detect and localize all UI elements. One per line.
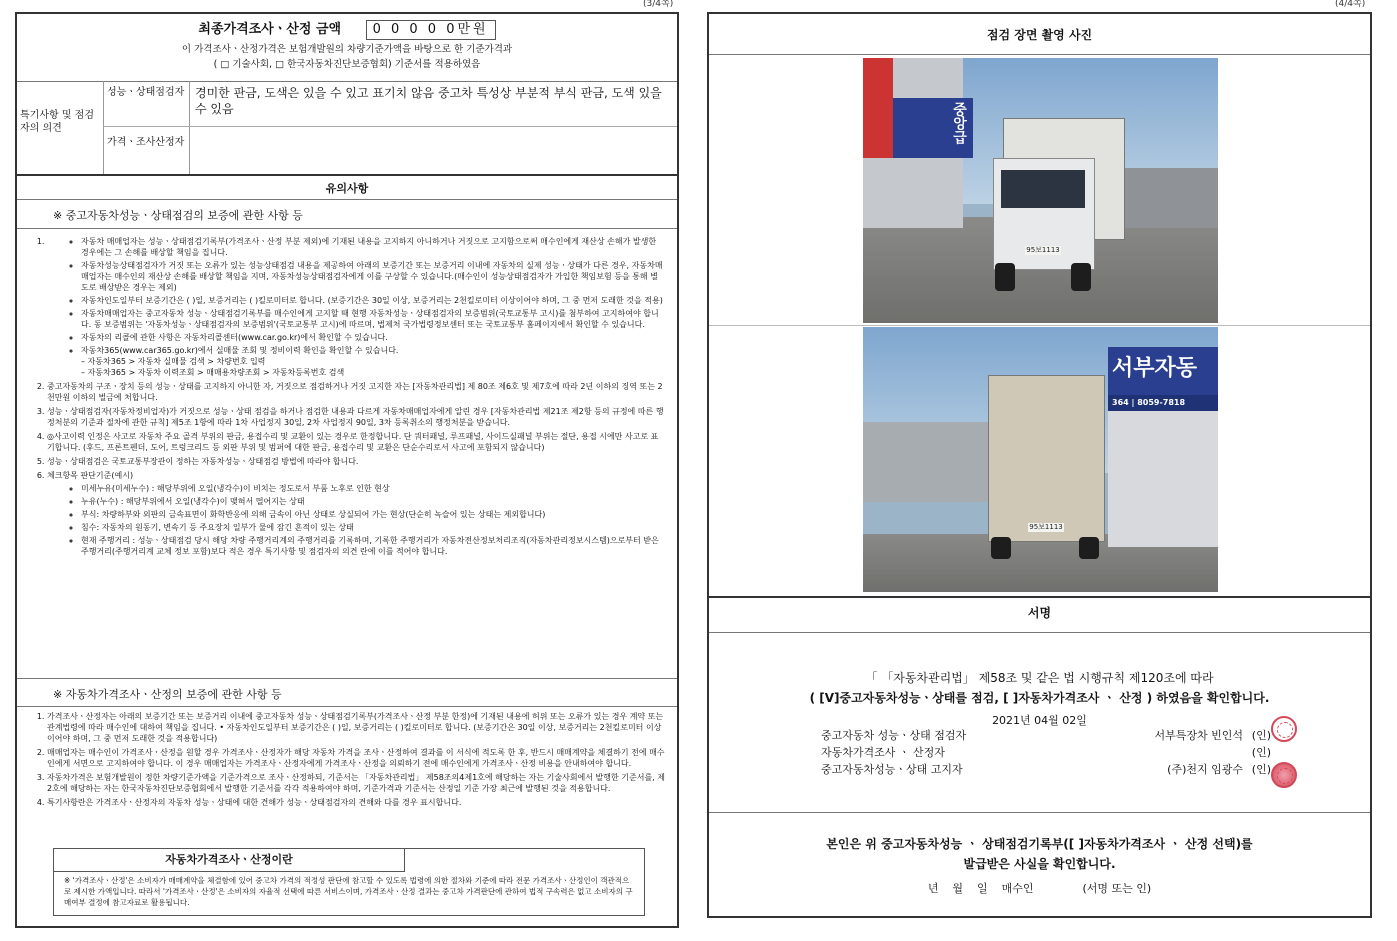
signer-stamp: (인) (1251, 729, 1271, 742)
notifier-seal (1271, 762, 1297, 788)
final-price-note-1: 이 가격조사ㆍ산정가격은 보험개발원의 차량기준가액을 바탕으로 한 기준가격과 (181, 44, 513, 55)
section1-item-4: 4. ◎사고이력 인정은 사고로 자동차 주요 골격 부위의 판금, 용접수리 및 교환이 있는 경우로 한정합니다. 단 쿼터패널, 루프패널, 사이드실패널 부위는 절단, 용접 시에만 사고로 표기합니다. (후드, 프론트펜더, 도어, 트렁크리드 등 외판 부위 및 범퍼에 대한 판금, 용접수리 및 교환은 단순수리로서 사고에 포함되지 않습니다) (47, 431, 665, 453)
photo2-plate: 95보1113 (1029, 523, 1063, 531)
receipt-statement (709, 834, 1370, 874)
signer-name: 서부특장차 빈인석 (1154, 729, 1243, 742)
confirmation-line-1: 「 「자동차관리법」 제58조 및 같은 법 시행규칙 제120조에 따라 (865, 671, 1214, 685)
section1-bullet: ◦ 자동차의 리콜에 관한 사항은 자동차리콜센터(www.car.go.kr)에서 확인할 수 있습니다. (81, 332, 665, 343)
section1-item-6 (47, 470, 665, 557)
buyer-signature-line: 년 월 일 매수인 (서명 또는 인) (927, 882, 1152, 895)
section2-item: 1. 가격조사ㆍ산정자는 아래의 보증기간 또는 보증거리 이내에 중고자동차 성능ㆍ상태점검기록부(가격조사ㆍ산정 부분 한정)에 기재된 내용에 허위 또는 오류가 있는 경우 계약 또는 관계법령에 따라 매수인에 대하여 책임을 집니다. • 자동차인도일부터 보증기간은 ( )일, 보증거리는 ( )킬로미터로 합니다. (보증기간은 30일 이상, 보증거리는 2천킬로미터 이상이어야 하며, 그 중 먼저 도래한 것을 적용합니다) (47, 711, 665, 744)
section1-item-3: 3. 성능ㆍ상태점검자(자동차정비업자)가 거짓으로 성능ㆍ상태 점검을 하거나 점검한 내용과 다르게 자동차매매업자에게 알린 경우 [자동차관리법 제21조 제2항 등의 규정에 따른 행정처분의 기준과 절차에 관한 규칙] 제5조 1항에 따라 1차 사업정지 30일, 2차 사업정지 90일, 3차 등록취소의 행정처분을 받습니다. (47, 406, 665, 428)
appraiser-opinion-label: 가격ㆍ조사산정자 (107, 137, 185, 148)
notice-title: 유의사항 (325, 182, 369, 195)
photo2-shop-phone: 364 | 8059-7818 (1108, 395, 1218, 411)
signer-list (821, 727, 1271, 778)
check-criteria-bullet: ◦ 현재 주행거리 : 성능ㆍ상태점검 당시 해당 차량 주행거리계의 주행거리를 기록하며, 기록한 주행거리가 자동차전산정보처리조직(자동차관리정보시스템)으로부터 받은 주행거리(주행거리계 교체 정보 포함)보다 적은 경우 특기사항 및 점검자의 의견 란에 이를 적어야 합니다. (81, 535, 665, 557)
signer-role: 자동차가격조사 ㆍ 산정자 (821, 746, 945, 759)
section1-item-2: 2. 중고자동차의 구조ㆍ장치 등의 성능ㆍ상태를 고지하지 아니한 자, 거짓으로 점검하거나 거짓 고지한 자는 [자동차관리법] 제 80조 제6호 및 제7호에 따라 2년 이하의 징역 또는 2천만원 이하의 벌금에 처합니다. (47, 381, 665, 403)
check-criteria-bullet: ◦ 미세누유(미세누수) : 해당부위에 오일(냉각수)이 비치는 정도로서 부품 노후로 인한 현상 (81, 483, 665, 494)
signer-stamp: (인) (1251, 746, 1271, 759)
special-notes-label: 특기사항 및 점검자의 의견 (20, 110, 94, 134)
section1-bullet: ◦ 1. 자동차 매매업자는 성능ㆍ상태점검기록부(가격조사ㆍ산정 부분 제외)에 기재된 내용을 고지하지 아니하거나 거짓으로 고지함으로써 매수인에게 재산상 손해가 발생한 경우에는 그 손해를 배상할 책임을 집니다. (81, 236, 665, 258)
section1-bullet: ◦ 자동차매매업자는 중고자동차 성능ㆍ상태점검기록부를 매수인에게 고지할 때 현행 자동차성능ㆍ상태점검자의 보증범위(국토교통부 고시)를 첨부하여 고지하여야 합니다. 동 보증범위는 '자동차성능ㆍ상태점검자의 보증범위'(국토교통부 고시)에 따르며, 법제처 국가법령정보센터 또는 국토교통부 홈페이지에서 확인할 수 있습니다. (81, 308, 665, 330)
signer-row (821, 761, 1271, 778)
check-criteria-bullet: ◦ 부식: 차량하부와 외판의 금속표면이 화학반응에 의해 금속이 아닌 상태로 상실되어 가는 현상(단순히 녹슬어 있는 상태는 제외합니다) (81, 509, 665, 520)
section1-list (25, 236, 665, 557)
special-notes-table (17, 81, 677, 174)
signer-row (821, 744, 1271, 761)
definition-box-text: ※ '가격조사ㆍ산정'은 소비자가 매매계약을 체결함에 있어 중고차 가격의 적정성 판단에 참고할 수 있도록 법령에 의한 절차와 기준에 따라 전문 가격조사ㆍ산정인이 객관적으로 제시한 가액입니다. 따라서 '가격조사ㆍ산정'은 소비자의 자율적 선택에 따른 서비스이며, 가격조사ㆍ산정 결과는 중고차 가격판단에 관하여 법적 구속력은 없고 소비자의 구매여부 결정에 참고자료로 활용됩니다. (64, 876, 633, 907)
inspector-seal (1271, 716, 1297, 742)
final-price-amount: 0 0 0 0 0만원 (366, 20, 496, 40)
section1-bullet: ◦ 자동차성능상태점검자가 거짓 또는 오류가 있는 성능상태점검 내용을 제공하여 아래의 보증기간 또는 보증거리 이내에 자동차의 실제 성능ㆍ상태가 다른 경우, 자동차매매업자는 매수인의 재산상 손해를 배상할 책임을 지며, 자동차성능상태점검자에게 이를 구상할 수 있습니다.(매수인이 성능상태점검자가 가입한 책임보험 등을 통해 별도로 배상받은 경우는 제외) (81, 260, 665, 293)
section1-bullet: ◦ 자동차인도일부터 보증기간은 ( )일, 보증거리는 ( )킬로미터로 합니다. (보증기간은 30일 이상, 보증거리는 2천킬로미터 이상이어야 하며, 그 중 먼저 도래한 것을 적용) (81, 295, 665, 306)
section1-item-1 (47, 236, 665, 378)
signer-row (821, 727, 1271, 744)
final-price-section (17, 20, 677, 80)
inspector-opinion-value: 경미한 판금, 도색은 있을 수 있고 표기치 않음 중고차 특성상 부분적 부식 판금, 도색 있을 수 있음 (195, 86, 662, 116)
section1-item6-bullets (47, 483, 665, 557)
inspection-record-page-4 (707, 12, 1372, 918)
receipt-line-1: 본인은 위 중고자동차성능 ㆍ 상태점검기록부([ ]자동차가격조사 ㆍ 산정 선택)를 (826, 837, 1253, 851)
final-price-note-2: ( □ 기술사회, □ 한국자동차진단보증협회) 기준서를 적용하였음 (213, 59, 481, 70)
section1-item1-bullets (47, 236, 665, 378)
signer-stamp: (인) (1251, 763, 1271, 776)
signature-section-title: 서명 (1027, 606, 1052, 620)
section2-item: 2. 매매업자는 매수인이 가격조사ㆍ산정을 원할 경우 가격조사ㆍ산정자가 해당 자동차 가격을 조사ㆍ산정하여 결과를 이 서식에 적도록 한 후, 반드시 매매계약을 체결하기 전에 매수인에게 서면으로 고지하여야 합니다. 이 경우 매매업자는 가격조사ㆍ산정자에게 가격조사ㆍ산정을 의뢰하기 전에 매수인에게 가격조사ㆍ산정 비용을 안내하여야 합니다. (47, 747, 665, 769)
section2-item: 4. 특기사항란은 가격조사ㆍ산정자의 자동차 성능ㆍ상태에 대한 견해가 성능ㆍ상태점검자의 견해와 다를 경우 표시합니다. (47, 797, 665, 808)
inspector-opinion-label: 성능ㆍ상태점검자 (107, 87, 185, 98)
inspection-photo-rear (863, 327, 1218, 592)
section1-bullet: ◦ 자동차365(www.car365.go.kr)에서 실매물 조회 및 정비이력 확인을 확인할 수 있습니다. – 자동차365 > 자동차 실매물 검색 > 차량번호 입력 – 자동차365 > 자동차 이력조회 > 매매용차량조회 > 자동차등록번호 검색 (81, 345, 665, 378)
signer-name: (주)천지 임광수 (1167, 763, 1243, 776)
photo-section-title: 점검 장면 촬영 사진 (986, 28, 1093, 42)
inspection-photo-front (863, 58, 1218, 323)
section1-body (25, 234, 665, 560)
check-criteria-bullet: ◦ 누유(누수) : 해당부위에서 오일(냉각수)이 맺혀서 떨어지는 상태 (81, 496, 665, 507)
section2-list (25, 711, 665, 808)
photo1-shop-sign: 중앙급 (893, 98, 973, 158)
check-criteria-bullet: ◦ 침수: 자동차의 원동기, 변속기 등 주요장치 일부가 물에 잠긴 흔적이 있는 상태 (81, 522, 665, 533)
photo2-shop-sign: 서부자동 (1108, 347, 1218, 395)
final-price-label: 최종가격조사ㆍ산정 금액 (198, 22, 342, 37)
photo1-plate: 95보1113 (1026, 246, 1060, 254)
section1-item-5: 5. 성능ㆍ상태점검은 국토교통부장관이 정하는 자동차성능ㆍ상태점검 방법에 따라야 합니다. (47, 456, 665, 467)
section1-item6-title: 체크항목 판단기준(예시) (47, 471, 134, 480)
signature-date: 2021년 04월 02일 (992, 714, 1087, 727)
section2-title: ※ 자동차가격조사ㆍ산정의 보증에 관한 사항 등 (53, 688, 282, 701)
final-price-heading (17, 20, 677, 40)
section1-title: ※ 중고자동차성능ㆍ상태점검의 보증에 관한 사항 등 (53, 209, 303, 222)
section2-body (25, 711, 665, 811)
receipt-line-2: 발급받은 사실을 확인합니다. (963, 857, 1116, 871)
page-number-left: (3/4쪽) (643, 0, 674, 9)
section2-item: 3. 자동차가격은 보험개발원이 정한 차량기준가액을 기준가격으로 조사ㆍ산정하되, 기준서는 「자동차관리법」 제58조의4제1호에 해당하는 자는 기술사회에서 발행한 기준서를, 제2호에 해당하는 자는 한국자동차진단보증협회에서 발행한 기준서를 각각 적용하여야 하며, 기준가격과 기준서는 산정일 기준 가장 최근에 발행된 것을 적용합니다. (47, 772, 665, 794)
page-number-right: (4/4쪽) (1335, 0, 1366, 9)
price-survey-definition-box (53, 848, 645, 916)
inspection-record-page-3 (15, 12, 679, 928)
confirmation-line-2: ( [V]중고자동차성능ㆍ상태를 점검, [ ]자동차가격조사 ㆍ 산정 ) 하였음을 확인합니다. (809, 691, 1270, 705)
definition-box-title: 자동차가격조사ㆍ산정이란 (54, 849, 405, 872)
signer-role: 중고자동차성능ㆍ상태 고지자 (821, 763, 963, 776)
signer-role: 중고자동차 성능ㆍ상태 점검자 (821, 729, 967, 742)
confirmation-statement (709, 668, 1370, 708)
